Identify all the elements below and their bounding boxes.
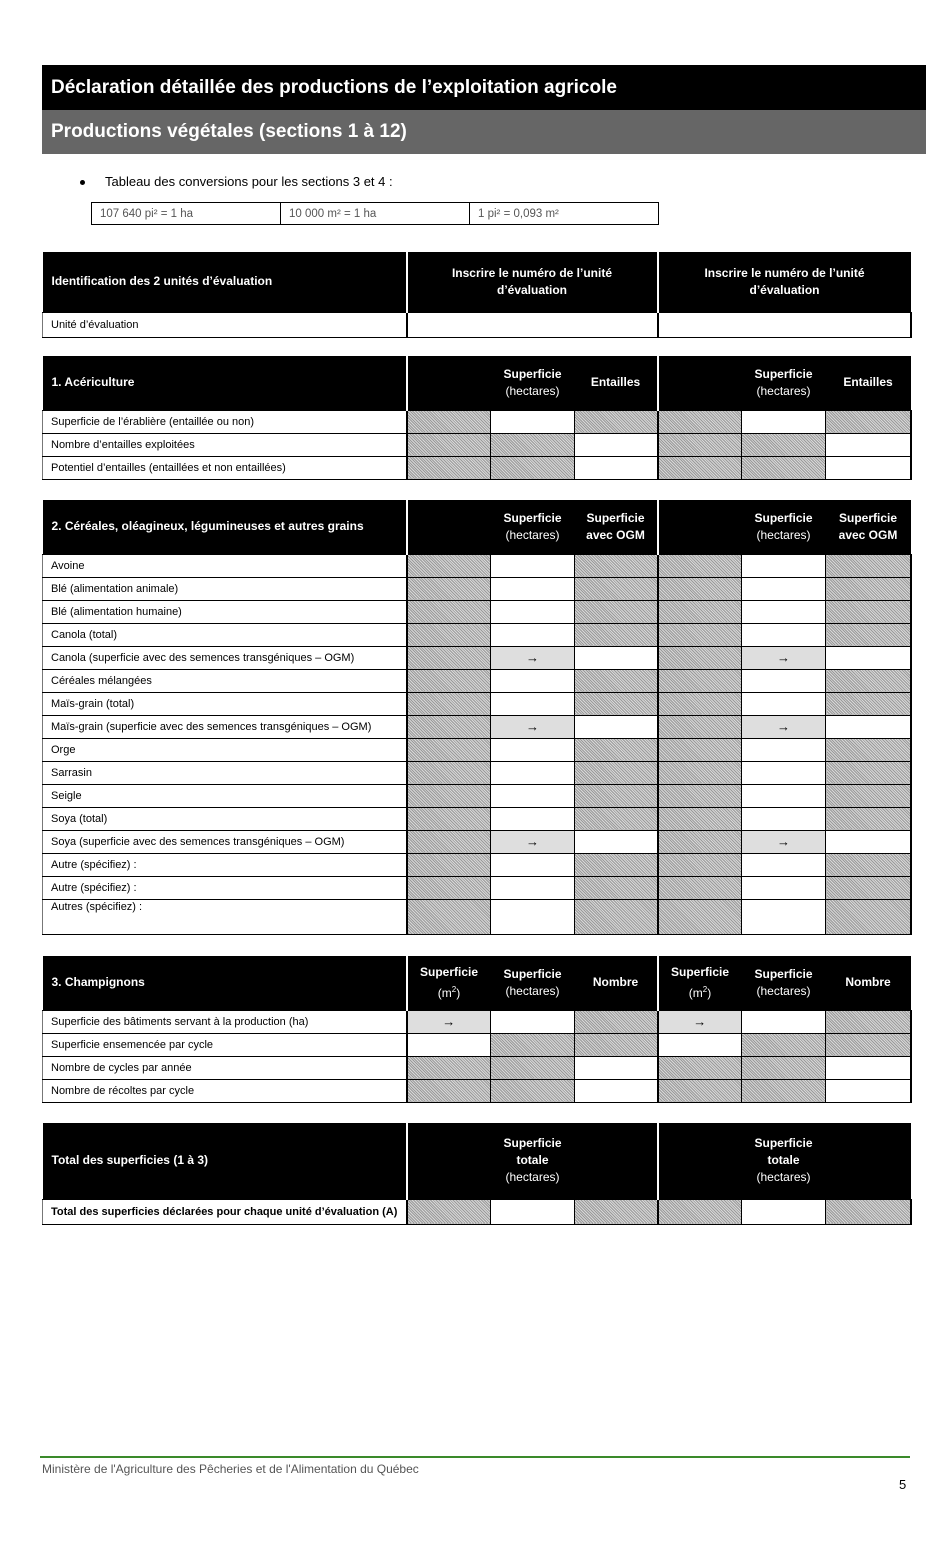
unit-col-header: Inscrire le numéro de l’unité d’évaluation [658,252,911,312]
identification-table [42,252,912,338]
cereales-title: 2. Céréales, oléagineux, légumineuses et autres grains [43,500,407,554]
superficie-col-header: Superficie (hectares) [491,500,575,554]
unit-col-header: Inscrire le numéro de l’unité d’évaluation [407,252,658,312]
superficie-ha-col-header: Superficie (hectares) [491,956,575,1010]
table-row: Maïs-grain (superficie avec des semences transgéniques – OGM) → → [43,715,911,738]
arrow-icon: → [407,1010,491,1033]
table-row: Blé (alimentation animale) [43,577,911,600]
table-row: Blé (alimentation humaine) [43,600,911,623]
superficie-ha-col-header: Superficie (hectares) [742,956,826,1010]
table-row: Nombre de récoltes par cycle [43,1079,911,1102]
arrow-icon: → [658,1010,742,1033]
champignons-table [42,956,912,1103]
conversion-item: 10 000 m² = 1 ha [281,203,470,225]
superficie-col-header: Superficie (hectares) [491,356,575,410]
acericulture-title: 1. Acériculture [43,356,407,410]
page-number: 5 [899,1477,907,1492]
table-row: Orge [43,738,911,761]
champignons-title: 3. Champignons [43,956,407,1010]
table-row: Autre (spécifiez) : [43,876,911,899]
nombre-col-header: Nombre [575,956,658,1010]
table-row: Maïs-grain (total) [43,692,911,715]
conversion-item: 107 640 pi² = 1 ha [92,203,281,225]
superficie-col-header: Superficie (hectares) [742,356,826,410]
conversion-intro: Tableau des conversions pour les sections 3 et 4 : [80,174,393,189]
cereales-table [42,500,912,935]
table-row: Superficie de l’érablière (entaillée ou non) [43,410,911,433]
identification-title: Identification des 2 unités d’évaluation [43,252,407,312]
entailles-col-header: Entailles [826,356,911,410]
unit-2-input[interactable] [658,312,911,337]
total-col-header: Superficie totale (hectares) [491,1123,575,1199]
table-row: Sarrasin [43,761,911,784]
unit-row-label: Unité d’évaluation [43,312,407,337]
table-row: Superficie des bâtiments servant à la production (ha) → → [43,1010,911,1033]
superficie-m2-col-header: Superficie $(m^2)$ [407,956,491,1010]
arrow-icon: → [491,830,575,853]
total-title: Total des superficies (1 à 3) [43,1123,407,1199]
total-col-header: Superficie totale (hectares) [742,1123,826,1199]
table-row: Canola (superficie avec des semences transgéniques – OGM) → → [43,646,911,669]
table-row: Nombre de cycles par année [43,1056,911,1079]
conversion-table [91,202,659,225]
footer-divider [40,1456,910,1458]
arrow-icon: → [742,715,826,738]
footer-ministry: Ministère de l'Agriculture des Pêcheries et de l'Alimentation du Québec [42,1462,419,1476]
table-row: Superficie ensemencée par cycle [43,1033,911,1056]
superficie-m2-col-header: Superficie $(m^2)$ [658,956,742,1010]
arrow-icon: → [491,715,575,738]
ogm-col-header: Superficie avec OGM [575,500,658,554]
page-title: Déclaration détaillée des productions de l’exploitation agricole [42,65,926,110]
total-table [42,1123,912,1225]
table-row: Avoine [43,554,911,577]
table-row: Soya (superficie avec des semences transgéniques – OGM) → → [43,830,911,853]
entailles-col-header: Entailles [575,356,658,410]
table-row: Canola (total) [43,623,911,646]
table-row: Nombre d’entailles exploitées [43,433,911,456]
table-row: Soya (total) [43,807,911,830]
table-row: Autres (spécifiez) : [43,899,911,934]
section-subtitle: Productions végétales (sections 1 à 12) [42,110,926,154]
table-row: Seigle [43,784,911,807]
arrow-icon: → [742,646,826,669]
acericulture-table [42,356,912,480]
arrow-icon: → [742,830,826,853]
superficie-col-header: Superficie (hectares) [742,500,826,554]
conversion-item: 1 pi² = 0,093 m² [470,203,659,225]
bullet-icon [80,180,85,185]
arrow-icon: → [491,646,575,669]
table-row: Total des superficies déclarées pour chaque unité d’évaluation (A) [43,1199,911,1224]
nombre-col-header: Nombre [826,956,911,1010]
unit-1-input[interactable] [407,312,658,337]
table-row: Autre (spécifiez) : [43,853,911,876]
ogm-col-header: Superficie avec OGM [826,500,911,554]
table-row: Potentiel d’entailles (entaillées et non entaillées) [43,456,911,479]
table-row: Céréales mélangées [43,669,911,692]
